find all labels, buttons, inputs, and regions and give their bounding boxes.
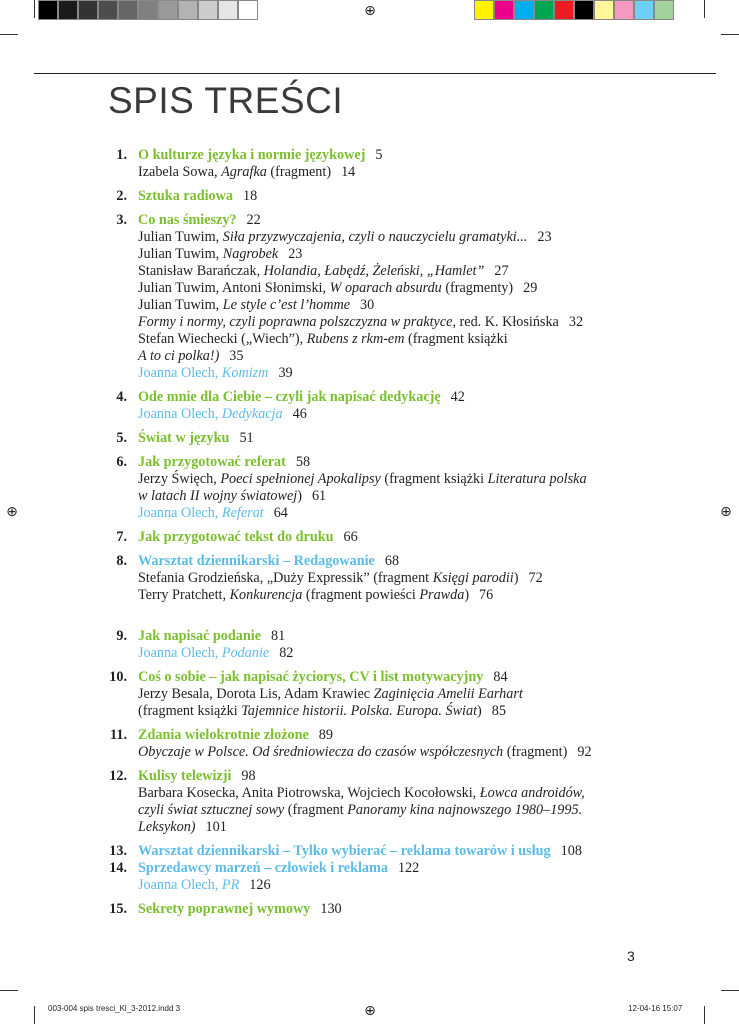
registration-mark-icon: ⊕ (364, 3, 376, 19)
work-title: Konkurencja (229, 587, 303, 603)
color-swatch (514, 0, 534, 20)
toc-line (138, 570, 627, 587)
color-swatch (554, 0, 574, 20)
table-of-contents (107, 147, 627, 925)
date-slug: 12-04-16 15:07 (628, 1004, 683, 1013)
toc-line (138, 901, 627, 918)
page-ref: 42 (450, 389, 465, 405)
work-title: Literatura polska (487, 471, 587, 487)
toc-line (138, 164, 627, 181)
toc-text: (fragment książki (138, 703, 242, 719)
toc-line (138, 819, 627, 836)
author-name: Joanna Olech, (138, 406, 222, 422)
color-swatch (118, 0, 138, 20)
toc-text: , red. K. Kłosińska (452, 314, 559, 330)
toc-entry (107, 860, 627, 894)
work-title: Rubens z rkm-em (306, 331, 405, 347)
file-slug: 003-004 spis tresci_Kl_3-2012.indd 3 (48, 1004, 181, 1013)
color-swatch (654, 0, 674, 20)
chapter-title: Coś o sobie – jak napisać życiorys, CV i list motywacyjny (138, 669, 484, 685)
toc-line (138, 454, 627, 471)
page-ref: 82 (279, 645, 294, 661)
page-ref: 76 (479, 587, 494, 603)
page-ref: 58 (295, 454, 311, 470)
header-rule (34, 73, 716, 74)
page-ref: 30 (360, 297, 375, 313)
toc-line (138, 212, 627, 229)
toc-text: Izabela Sowa, (138, 164, 222, 180)
toc-text: ) (464, 587, 470, 603)
toc-entry-number: 4. (116, 389, 127, 405)
toc-entry (107, 212, 627, 382)
registration-mark-icon: ⊕ (720, 504, 732, 520)
work-title: Księgi parodii (432, 570, 514, 586)
crop-mark (0, 34, 18, 35)
chapter-title: Zdania wielokrotnie złożone (138, 727, 309, 743)
toc-entry (107, 454, 627, 522)
toc-text: (fragment) (266, 164, 332, 180)
page-ref: 101 (205, 819, 227, 835)
crop-mark (721, 990, 739, 991)
page-ref: 18 (243, 188, 258, 204)
color-swatch (138, 0, 158, 20)
color-swatch (198, 0, 218, 20)
toc-line (138, 471, 627, 488)
author-name: Joanna Olech, (138, 365, 222, 381)
toc-line (138, 365, 627, 382)
work-title: Nagrobek (222, 246, 279, 262)
workshop-title: Warsztat dziennikarski – Tylko wybierać – reklama towarów i usług (138, 843, 551, 859)
toc-entry-number: 11. (110, 727, 127, 743)
color-swatch (614, 0, 634, 20)
color-swatch (158, 0, 178, 20)
toc-line (138, 860, 627, 877)
toc-text: Terry Pratchett, (138, 587, 230, 603)
toc-text: (fragment książki (380, 471, 488, 487)
toc-line (138, 802, 627, 819)
page-ref: 72 (528, 570, 543, 586)
work-title: Tajemnice historii. Polska. Europa. Świat (241, 703, 478, 719)
page-ref: 108 (560, 843, 582, 859)
toc-line (138, 430, 627, 447)
work-title: Referat (221, 505, 264, 521)
crop-mark (34, 0, 35, 18)
work-title: Dedykacja (221, 406, 283, 422)
toc-entry-number: 9. (116, 628, 127, 644)
toc-entry (107, 389, 627, 423)
toc-line (138, 768, 627, 785)
toc-line (138, 406, 627, 423)
page-number: 3 (627, 948, 635, 964)
color-swatch (494, 0, 514, 20)
work-title: PR (221, 877, 240, 893)
toc-entry-number: 10. (109, 669, 127, 685)
toc-line (138, 348, 627, 365)
color-swatch (474, 0, 494, 20)
toc-line (138, 529, 627, 546)
page-ref: 89 (318, 727, 333, 743)
toc-entry-number: 1. (116, 147, 127, 163)
page-ref: 130 (320, 901, 342, 917)
workshop-title: Warsztat dziennikarski – Redagowanie (138, 553, 375, 569)
toc-entry (107, 430, 627, 447)
crop-mark (704, 1006, 705, 1024)
page-ref: 5 (375, 147, 383, 163)
toc-entry-number: 6. (116, 454, 127, 470)
page-ref: 29 (523, 280, 538, 296)
toc-text: Julian Tuwim, (138, 229, 223, 245)
chapter-title: O kulturze języka i normie językowej (138, 147, 366, 163)
toc-line (138, 703, 627, 720)
page-ref: 27 (494, 263, 509, 279)
toc-text: Julian Tuwim, Antoni Słonimski, (138, 280, 330, 296)
toc-line (138, 877, 627, 894)
chapter-title: Świat w języku (138, 430, 230, 446)
crop-mark (721, 34, 739, 35)
author-name: Joanna Olech, (138, 877, 222, 893)
toc-text: (fragment) (503, 744, 568, 760)
page-ref: 98 (241, 768, 256, 784)
page-ref: 126 (249, 877, 271, 893)
toc-line (138, 314, 627, 331)
work-title: Leksykon) (138, 819, 196, 835)
toc-line (138, 488, 627, 505)
work-title: Komizm (221, 365, 269, 381)
chapter-title: Co nas śmieszy? (138, 212, 237, 228)
color-swatch (58, 0, 78, 20)
toc-entry (107, 188, 627, 205)
toc-line (138, 587, 627, 604)
crop-mark (0, 990, 18, 991)
crop-mark (704, 0, 705, 18)
page-ref: 35 (229, 348, 244, 364)
toc-text: Julian Tuwim, (138, 297, 223, 313)
toc-entry (107, 669, 627, 720)
toc-line (138, 280, 627, 297)
toc-line (138, 505, 627, 522)
grayscale-color-bar (38, 0, 258, 22)
toc-line (138, 331, 627, 348)
page-ref: 39 (278, 365, 293, 381)
chapter-title: Jak przygotować referat (138, 454, 286, 470)
page-ref: 122 (397, 860, 420, 876)
work-title: A to ci polka!) (138, 348, 220, 364)
toc-text: Julian Tuwim, (138, 246, 223, 262)
work-title: czyli świat sztucznej sowy (138, 802, 285, 818)
toc-text: Jerzy Besala, Dorota Lis, Adam Krawiec (138, 686, 374, 702)
color-swatch (178, 0, 198, 20)
toc-line (138, 188, 627, 205)
registration-mark-icon: ⊕ (6, 504, 18, 520)
page-ref: 32 (568, 314, 584, 330)
work-title: Siła przyzwyczajenia, czyli o nauczycielu gramatyki... (222, 229, 528, 245)
toc-entry (107, 727, 627, 761)
color-swatch (98, 0, 118, 20)
work-title: w latach II wojny światowej (138, 488, 298, 504)
toc-line (138, 553, 627, 570)
toc-entry (107, 529, 627, 546)
toc-line (138, 727, 627, 744)
toc-entry (107, 628, 627, 662)
toc-entry (107, 147, 627, 181)
color-swatch (594, 0, 614, 20)
page-ref: 23 (537, 229, 552, 245)
toc-entry (107, 768, 627, 836)
toc-entry-number: 14. (109, 860, 127, 876)
author-name: Joanna Olech, (138, 505, 222, 521)
toc-text: ) (297, 488, 302, 504)
work-title: Zaginięcia Amelii Earhart (373, 686, 523, 702)
toc-text: Stefania Grodzieńska, „Duży Expressik” (fragment (138, 570, 433, 586)
page-ref: 84 (493, 669, 508, 685)
toc-text: Barbara Kosecka, Anita Piotrowska, Wojciech Kocołowski, (138, 785, 480, 801)
workshop-title: Sprzedawcy marzeń – człowiek i reklama (138, 860, 388, 876)
work-title: Prawda (419, 587, 465, 603)
toc-line (138, 229, 627, 246)
toc-text: Jerzy Święch, (138, 471, 221, 487)
page-ref: 68 (384, 553, 400, 569)
chapter-title: Kulisy telewizji (138, 768, 232, 784)
toc-line (138, 785, 627, 802)
toc-text: Stefan Wiechecki („Wiech”), (138, 331, 307, 347)
toc-line (138, 744, 627, 761)
page-ref: 92 (577, 744, 592, 760)
work-title: Łowca androidów, (479, 785, 585, 801)
toc-entry-number: 7. (116, 529, 127, 545)
toc-line (138, 263, 627, 280)
toc-text: Stanisław Barańczak, (138, 263, 264, 279)
process-color-bar (474, 0, 674, 22)
page-ref: 46 (292, 406, 307, 422)
work-title: Le style c’est l’homme (222, 297, 351, 313)
page-ref: 14 (341, 164, 356, 180)
toc-line (138, 645, 627, 662)
color-swatch (634, 0, 654, 20)
toc-entry (107, 553, 627, 604)
page-ref: 85 (491, 703, 506, 719)
toc-entry-number: 13. (109, 843, 127, 859)
work-title: Panoramy kina najnowszego 1980–1995. (347, 802, 583, 818)
color-swatch (574, 0, 594, 20)
color-swatch (534, 0, 554, 20)
toc-line (138, 246, 627, 263)
page-ref: 66 (343, 529, 358, 545)
toc-line (138, 628, 627, 645)
toc-text: ) (513, 570, 519, 586)
toc-text: (fragment książki (404, 331, 508, 347)
crop-mark (34, 1006, 35, 1024)
toc-entry-number: 3. (116, 212, 127, 228)
registration-mark-icon: ⊕ (364, 1003, 376, 1019)
toc-text: (fragment powieści (302, 587, 420, 603)
page-ref: 23 (288, 246, 303, 262)
work-title: Obyczaje w Polsce. Od średniowiecza do czasów współczesnych (138, 744, 504, 760)
page-ref: 81 (271, 628, 286, 644)
page-ref: 51 (239, 430, 254, 446)
page-ref: 22 (246, 212, 261, 228)
work-title: Poeci spełnionej Apokalipsy (220, 471, 381, 487)
color-swatch (238, 0, 258, 20)
toc-entry (107, 901, 627, 918)
author-name: Joanna Olech, (138, 645, 222, 661)
work-title: W oparach absurdu (329, 280, 442, 296)
toc-line (138, 669, 627, 686)
page-title: SPIS TREŚCI (108, 80, 344, 121)
toc-entry-number: 2. (116, 188, 127, 204)
toc-text: ) (477, 703, 482, 719)
toc-line (138, 389, 627, 406)
color-swatch (78, 0, 98, 20)
work-title: Agrafka (221, 164, 267, 180)
page-ref: 61 (311, 488, 327, 504)
chapter-title: Jak napisać podanie (138, 628, 261, 644)
toc-line (138, 843, 627, 860)
chapter-title: Jak przygotować tekst do druku (138, 529, 334, 545)
toc-text: (fragment (284, 802, 348, 818)
toc-entry-number: 15. (109, 901, 127, 917)
toc-line (138, 147, 627, 164)
toc-entry-number: 8. (116, 553, 127, 569)
toc-entry (107, 843, 627, 860)
work-title: Podanie (221, 645, 270, 661)
page-ref: 64 (273, 505, 288, 521)
chapter-title: Sekrety poprawnej wymowy (138, 901, 311, 917)
toc-text: (fragmenty) (441, 280, 514, 296)
toc-line (138, 297, 627, 314)
toc-entry-number: 5. (116, 430, 127, 446)
toc-line (138, 686, 627, 703)
work-title: Formy i normy, czyli poprawna polszczyzna w praktyce (138, 314, 453, 330)
toc-entry-number: 12. (109, 768, 127, 784)
color-swatch (218, 0, 238, 20)
color-swatch (38, 0, 58, 20)
chapter-title: Sztuka radiowa (138, 188, 233, 204)
chapter-title: Ode mnie dla Ciebie – czyli jak napisać dedykację (138, 389, 441, 405)
work-title: Holandia, Łabędź, Żeleński, „Hamlet” (263, 263, 485, 279)
